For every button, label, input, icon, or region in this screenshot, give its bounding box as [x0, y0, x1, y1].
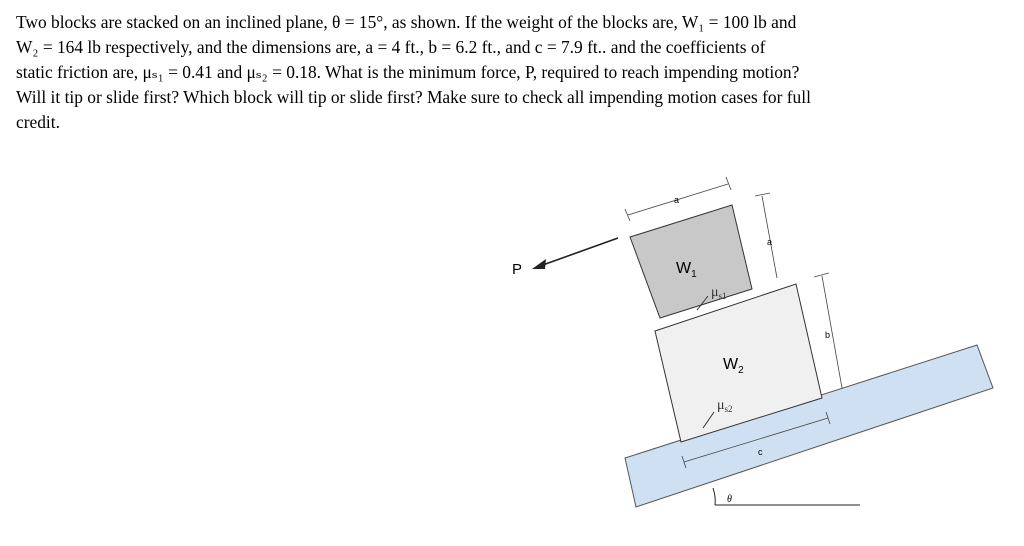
dim-a-top-label: a [674, 195, 680, 205]
dim-b-tick-1 [814, 273, 829, 277]
mu-2-subscript: s2 [724, 404, 733, 414]
angle-arc [713, 488, 715, 505]
force-label: P [512, 261, 523, 278]
problem-line-5: credit. [16, 112, 60, 132]
problem-line-3: static friction are, μₛ₁ = 0.41 and μₛ₂ = 0.18. What is the minimum force, P, required to reach impending motion? [16, 62, 800, 82]
block-2-subscript: 2 [738, 365, 744, 376]
block-1-symbol: W [676, 260, 692, 277]
dim-c-label: c [758, 447, 763, 457]
force-arrowhead [532, 259, 546, 269]
force-arrow [540, 238, 618, 266]
mu-2-symbol: μ [717, 398, 725, 413]
block-2-symbol: W [723, 356, 739, 373]
dim-a-side-tick-1 [755, 193, 770, 196]
dim-b-label: b [825, 330, 831, 340]
dim-a-top-tick-2 [726, 177, 731, 190]
dim-a-side-label: a [767, 237, 773, 247]
problem-line-4: Will it tip or slide first? Which block will tip or slide first? Make sure to check all impending motion cases for full [16, 87, 811, 107]
problem-line-2: W₂ = 164 lb respectively, and the dimensions are, a = 4 ft., b = 6.2 ft., and c = 7.9 ft.. and the coefficients of [16, 37, 766, 57]
mu-1-subscript: s1 [718, 291, 727, 301]
mu-1-symbol: μ [711, 285, 719, 300]
block-1-subscript: 1 [691, 269, 697, 280]
angle-label: θ [727, 494, 732, 505]
problem-line-1: Two blocks are stacked on an inclined plane, θ = 15°, as shown. If the weight of the blocks are, W₁ = 100 lb and [16, 12, 797, 32]
